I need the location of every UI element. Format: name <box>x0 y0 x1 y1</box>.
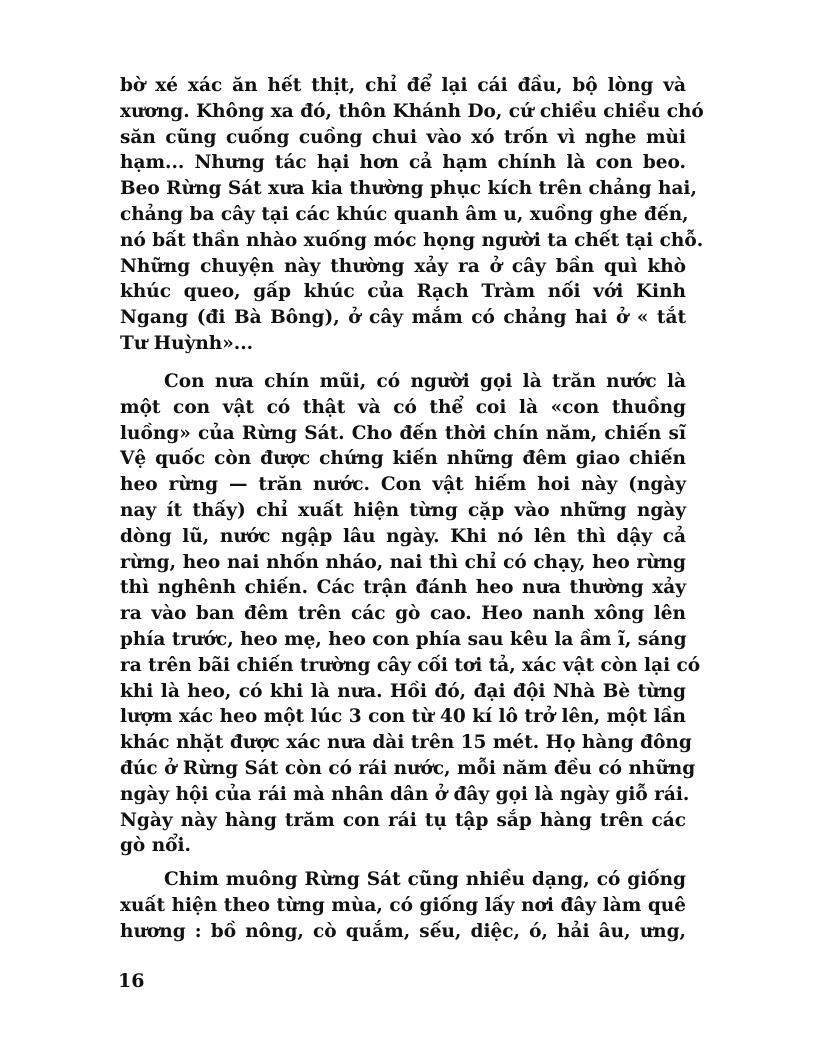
text-line: phía trước, heo mẹ, heo con phía sau kêu la ầm ĩ, sáng <box>120 628 687 650</box>
text-line: luồng» của Rừng Sát. Cho đến thời chín năm, chiến sĩ <box>120 422 686 444</box>
text-line: Những chuyện này thường xảy ra ở cây bần quì khò <box>120 255 686 277</box>
text-line: ra trên bãi chiến trường cây cối tơi tả, xác vật còn lại có <box>120 654 701 676</box>
text-line: gò nổi. <box>120 835 191 857</box>
text-line: Con nưa chín mũi, có người gọi là trăn nước là <box>164 371 686 392</box>
text-line: săn cũng cuống cuồng chui vào xó trốn vì nghe mùi <box>120 126 686 148</box>
text-line: Tư Huỳnh»... <box>120 332 254 354</box>
text-line: chảng ba cây tại các khúc quanh âm u, xuồng ghe đến, <box>120 203 689 225</box>
paragraph-3 <box>120 867 686 944</box>
text-line: Chim muông Rừng Sát cũng nhiều dạng, có giống <box>164 869 686 890</box>
text-line: ngày hội của rái mà nhân dân ở đây gọi là ngày giỗ rái. <box>120 783 690 805</box>
text-line: hương : bồ nông, cò quắm, sếu, diệc, ó, hải âu, ưng, <box>120 920 686 942</box>
text-line: nay ít thấy) chỉ xuất hiện từng cặp vào những ngày <box>120 499 686 521</box>
text-line: khác nhặt được xác nưa dài trên 15 mét. Họ hàng đông <box>120 732 692 754</box>
text-line: một con vật có thật và có thể coi là «con thuồng <box>120 396 686 418</box>
text-line: Ngang (đi Bà Bông), ở cây mắm có chảng hai ở « tắt <box>120 307 686 329</box>
text-line: khi là heo, có khi là nưa. Hồi đó, đại đội Nhà Bè từng <box>120 680 686 702</box>
text-line: hạm... Nhưng tác hại hơn cả hạm chính là con beo. <box>120 152 686 174</box>
text-line: ra vào ban đêm trên các gò cao. Heo nanh xông lên <box>120 603 686 625</box>
page-number: 16 <box>118 970 145 992</box>
text-line: xuất hiện theo từng mùa, có giống lấy nơi đây làm quê <box>120 894 686 916</box>
text-line: dòng lũ, nước ngập lâu ngày. Khi nó lên thì dậy cả <box>120 525 686 547</box>
text-line: heo rừng — trăn nước. Con vật hiếm hoi này (ngày <box>120 474 686 496</box>
text-line: bờ xé xác ăn hết thịt, chỉ để lại cái đầu, bộ lòng và <box>120 75 686 96</box>
paragraph-2 <box>120 369 701 859</box>
text-line: Beo Rừng Sát xưa kia thường phục kích trên chảng hai, <box>120 178 697 200</box>
text-line: nó bất thần nhào xuống móc họng người ta chết tại chỗ. <box>120 229 704 251</box>
text-line: rừng, heo nai nhốn nháo, nai thì chỉ có chạy, heo rừng <box>120 551 686 573</box>
text-line: khúc queo, gấp khúc của Rạch Tràm nối với Kinh <box>120 281 686 303</box>
text-line: lượm xác heo một lúc 3 con từ 40 kí lô trở lên, một lần <box>120 706 686 728</box>
text-line: thì nghênh chiến. Các trận đánh heo nưa thường xảy <box>120 577 686 599</box>
paragraph-1 <box>120 73 704 357</box>
text-line: đúc ở Rừng Sát còn có rái nước, mỗi năm đều có những <box>120 757 696 779</box>
text-line: xương. Không xa đó, thôn Khánh Do, cứ chiều chiều chó <box>120 100 704 122</box>
text-line: Ngày này hàng trăm con rái tụ tập sắp hàng trên các <box>120 809 686 831</box>
text-line: Vệ quốc còn được chứng kiến những đêm giao chiến <box>120 448 686 470</box>
